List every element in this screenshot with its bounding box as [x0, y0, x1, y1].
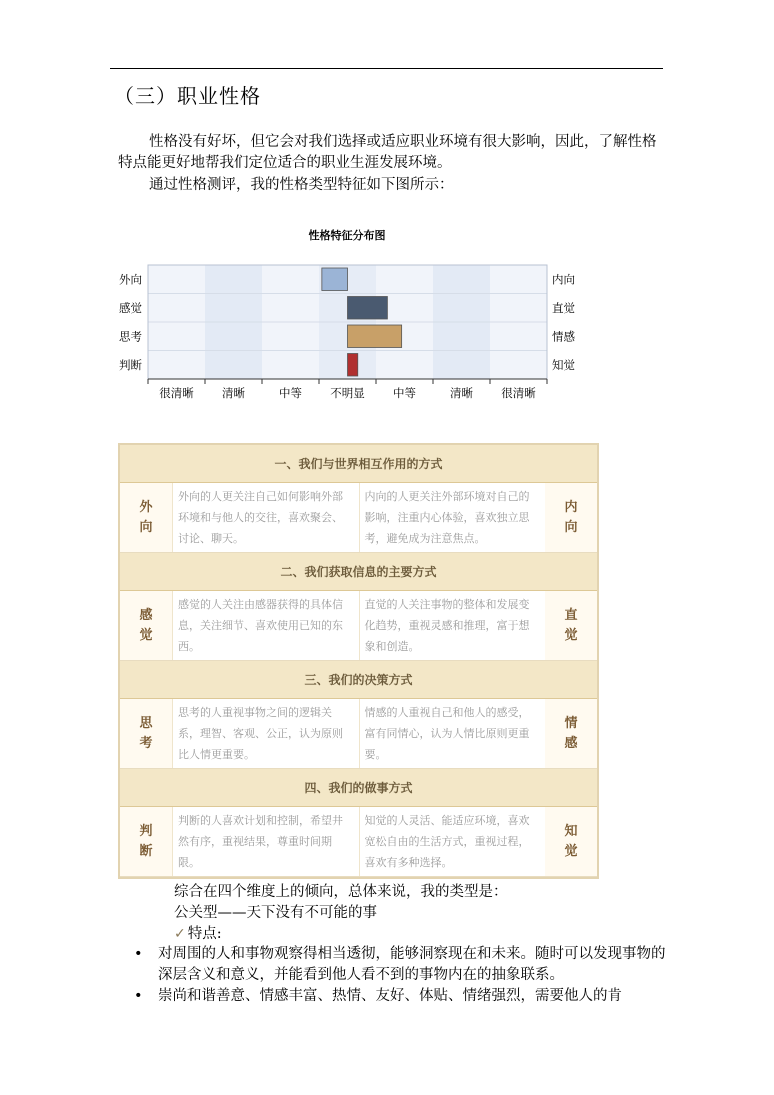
chart-bar-4: [348, 354, 358, 377]
dimension-left-desc: 感觉的人关注由感器获得的具体信息，关注细节、喜欢使用已知的东西。: [172, 591, 359, 660]
chart-bar-2: [348, 297, 388, 320]
dimension-left-label: 感觉: [120, 591, 172, 660]
summary-line: 综合在四个维度上的倾向，总体来说，我的类型是：: [174, 884, 508, 900]
chart-tick-label: 中等: [279, 386, 302, 400]
chart-bar-3: [348, 325, 402, 348]
features-label: ✓ 特点:: [174, 926, 222, 942]
chart-right-label: 知觉: [552, 357, 575, 372]
chart-tick-label: 不明显: [330, 386, 365, 400]
chart-right-label: 情感: [552, 329, 575, 344]
dimension-right-label: 知觉: [545, 807, 597, 876]
dimension-row-3: [120, 699, 597, 769]
feature-item: • 对周围的人和事物观察得相当透彻，能够洞察现在和未来。随时可以发现事物的深层含义和意义，并能看到他人看不到的事物内在的抽象联系。: [134, 944, 674, 986]
dimension-right-label: 情感: [545, 699, 597, 768]
dimension-header-2: 二、我们获取信息的主要方式: [120, 553, 597, 591]
chart-left-label: 思考: [119, 329, 142, 344]
dimension-row-1: [120, 483, 597, 553]
dimension-right-desc: 直觉的人关注事物的整体和发展变化趋势，重视灵感和推理，富于想象和创造。: [359, 591, 546, 660]
dimension-header-3: 三、我们的决策方式: [120, 661, 597, 699]
section-heading: （三）职业性格: [114, 84, 261, 108]
chart-tick-label: 很清晰: [159, 386, 194, 400]
intro-paragraph: 性格没有好坏，但它会对我们选择或适应职业环境有很大影响，因此，了解性格特点能更好地帮我们定位适合的职业生涯发展环境。: [118, 134, 657, 171]
chart-title: 性格特征分布图: [308, 229, 386, 242]
type-name: 公关型——天下没有不可能的事: [174, 905, 377, 921]
dimension-right-desc: 情感的人重视自己和他人的感受，富有同情心，认为人情比原则更重要。: [359, 699, 546, 768]
dimension-left-desc: 判断的人喜欢计划和控制，希望井然有序，重视结果，尊重时间期限。: [172, 807, 359, 876]
checkmark-icon: ✓: [174, 926, 186, 942]
dimension-row-2: [120, 591, 597, 661]
chart-tick-label: 很清晰: [501, 386, 536, 400]
chart-bar-1: [322, 268, 348, 291]
dimension-left-label: 外向: [120, 483, 172, 552]
dimension-left-label: 判断: [120, 807, 172, 876]
chart-tick-label: 清晰: [450, 386, 473, 400]
dimension-header-4: 四、我们的做事方式: [120, 769, 597, 807]
dimension-right-desc: 内向的人更关注外部环境对自己的影响，注重内心体验，喜欢独立思考，避免成为注意焦点。: [359, 483, 546, 552]
dimension-left-desc: 思考的人重视事物之间的逻辑关系，理智、客观、公正，认为原则比人情更重要。: [172, 699, 359, 768]
dimension-table: [118, 443, 599, 879]
dimension-right-desc: 知觉的人灵活、能适应环境，喜欢宽松自由的生活方式，重视过程，喜欢有多种选择。: [359, 807, 546, 876]
lead-paragraph: 通过性格测评，我的性格类型特征如下图所示：: [149, 177, 454, 193]
chart-right-label: 直觉: [552, 300, 575, 315]
header-rule: [110, 68, 663, 69]
feature-item: • 崇尚和谐善意、情感丰富、热情、友好、体贴、情绪强烈，需要他人的肯: [134, 986, 674, 1007]
chart-left-label: 感觉: [119, 300, 142, 315]
personality-distribution-chart: [110, 222, 580, 407]
dimension-row-4: [120, 807, 597, 877]
dimension-header-1: 一、我们与世界相互作用的方式: [120, 445, 597, 483]
dimension-right-label: 直觉: [545, 591, 597, 660]
chart-left-label: 判断: [119, 357, 142, 372]
dimension-right-label: 内向: [545, 483, 597, 552]
chart-tick-label: 清晰: [222, 386, 245, 400]
chart-left-label: 外向: [119, 272, 142, 287]
dimension-left-label: 思考: [120, 699, 172, 768]
chart-tick-label: 中等: [393, 386, 416, 400]
chart-right-label: 内向: [552, 272, 575, 287]
dimension-left-desc: 外向的人更关注自己如何影响外部环境和与他人的交往，喜欢聚会、讨论、聊天。: [172, 483, 359, 552]
feature-list: [134, 944, 674, 1007]
